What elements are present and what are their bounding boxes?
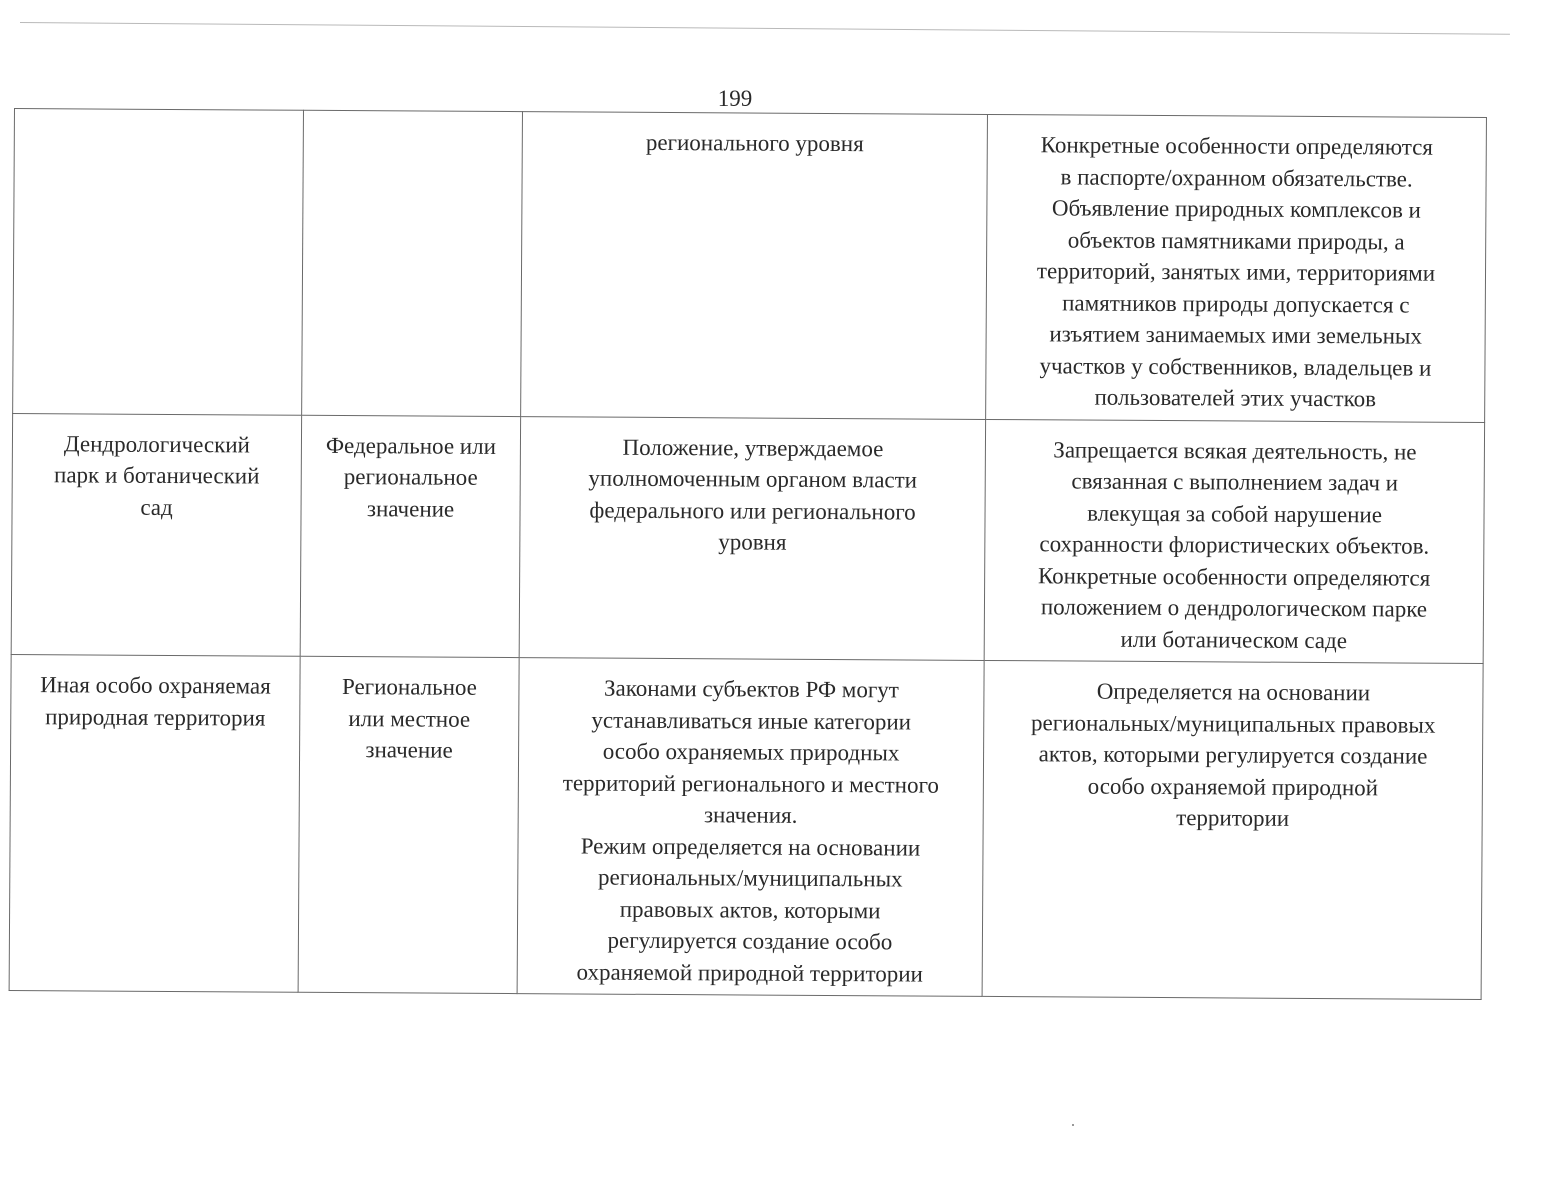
scan-speck [1072, 1124, 1074, 1126]
page-number: 199 [717, 86, 753, 111]
regime-cell: Конкретные особенности определяются в паспорте/охранном обязательстве. Объявление природных комплексов и объектов памятниками природы, а территорий, занятых ими, территориями памятников природы допускается с изъятием занимаемых ими земельных участков у собственников, владельцев и пользователей этих участков [986, 114, 1487, 422]
category-cell: Дендрологический парк и ботанический сад [11, 413, 301, 656]
regime-cell: Определяется на основании региональных/муниципальных правовых актов, которыми регулируется создание особо охраняемой природной территории [982, 660, 1483, 999]
significance-cell: Региональное или местное значение [298, 656, 519, 993]
significance-cell: Федеральное или региональное значение [300, 415, 520, 658]
category-cell: Иная особо охраняемая природная территория [9, 654, 300, 992]
basis-cell: Положение, утверждаемое уполномоченным органом власти федерального или регионального уровня [519, 416, 985, 660]
basis-cell: Законами субъектов РФ могут устанавливаться иные категории особо охраняемых природных территорий регионального и местного значения. Режим определяется на основании региональных/муниципальных правовых актов, которыми регулируется создание особо охраняемой природной территории [517, 658, 984, 997]
scan-top-edge-line [20, 22, 1510, 35]
table-row [13, 109, 1487, 422]
protected-areas-table [9, 108, 1486, 1000]
table-row [11, 413, 1484, 663]
basis-cell: регионального уровня [521, 112, 988, 419]
significance-cell [302, 110, 523, 416]
category-cell [13, 109, 304, 415]
regime-cell: Запрещается всякая деятельность, не связанная с выполнением задач и влекущая за собой нарушение сохранности флористических объектов. Конкретные особенности определяются положением о дендрологическом парке или ботаническом саде [984, 419, 1484, 664]
table-row [9, 654, 1483, 999]
